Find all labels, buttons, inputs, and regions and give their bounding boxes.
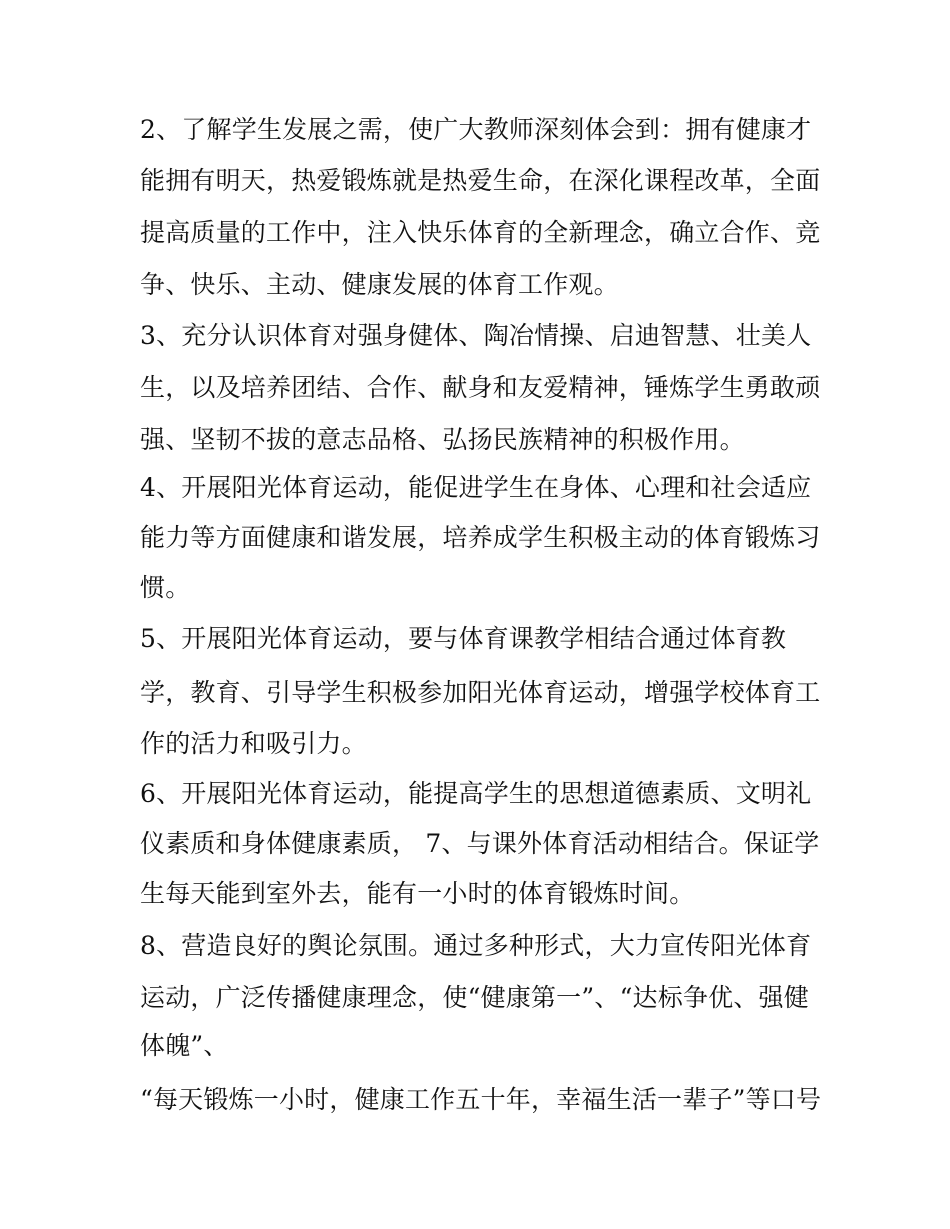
text-line: 4、开展阳光体育运动，能促进学生在身体、心理和社会适应	[140, 473, 812, 502]
text-line: 生，以及培养团结、合作、献身和友爱精神，锤炼学生勇敢顽	[140, 373, 821, 402]
text-line: 3、充分认识体育对强身健体、陶冶情操、启迪智慧、壮美人	[140, 321, 812, 350]
text-line: 体魄”、	[140, 1031, 229, 1060]
text-line: 5、开展阳光体育运动，要与体育课教学相结合通过体育教	[140, 624, 787, 653]
text-line: 生每天能到室外去，能有一小时的体育锻炼时间。	[140, 879, 695, 908]
text-line: 强、坚韧不拔的意志品格、弘扬民族精神的积极作用。	[140, 425, 745, 454]
text-line: 6、开展阳光体育运动，能提高学生的思想道德素质、文明礼	[140, 779, 812, 808]
text-line: 提高质量的工作中，注入快乐体育的全新理念，确立合作、竞	[140, 218, 821, 247]
text-line: 仪素质和身体健康素质， 7、与课外体育活动相结合。保证学	[140, 829, 820, 858]
text-line: 学，教育、引导学生积极参加阳光体育运动，增强学校体育工	[140, 678, 821, 707]
text-line: 作的活力和吸引力。	[140, 729, 367, 758]
text-line: 8、营造良好的舆论氛围。通过多种形式，大力宣传阳光体育	[140, 931, 812, 960]
text-line: 能拥有明天，热爱锻炼就是热爱生命，在深化课程改革，全面	[140, 166, 821, 195]
text-line: “每天锻炼一小时，健康工作五十年，幸福生活一辈子”等口号	[140, 1085, 822, 1114]
text-line: 能力等方面健康和谐发展，培养成学生积极主动的体育锻炼习	[140, 523, 821, 552]
text-line: 惯。	[140, 573, 191, 602]
text-line: 运动，广泛传播健康理念，使“健康第一”、“达标争优、强健	[140, 983, 809, 1012]
text-line: 争、快乐、主动、健康发展的体育工作观。	[140, 270, 619, 299]
text-line: 2、了解学生发展之需，使广大教师深刻体会到：拥有健康才	[140, 115, 812, 144]
